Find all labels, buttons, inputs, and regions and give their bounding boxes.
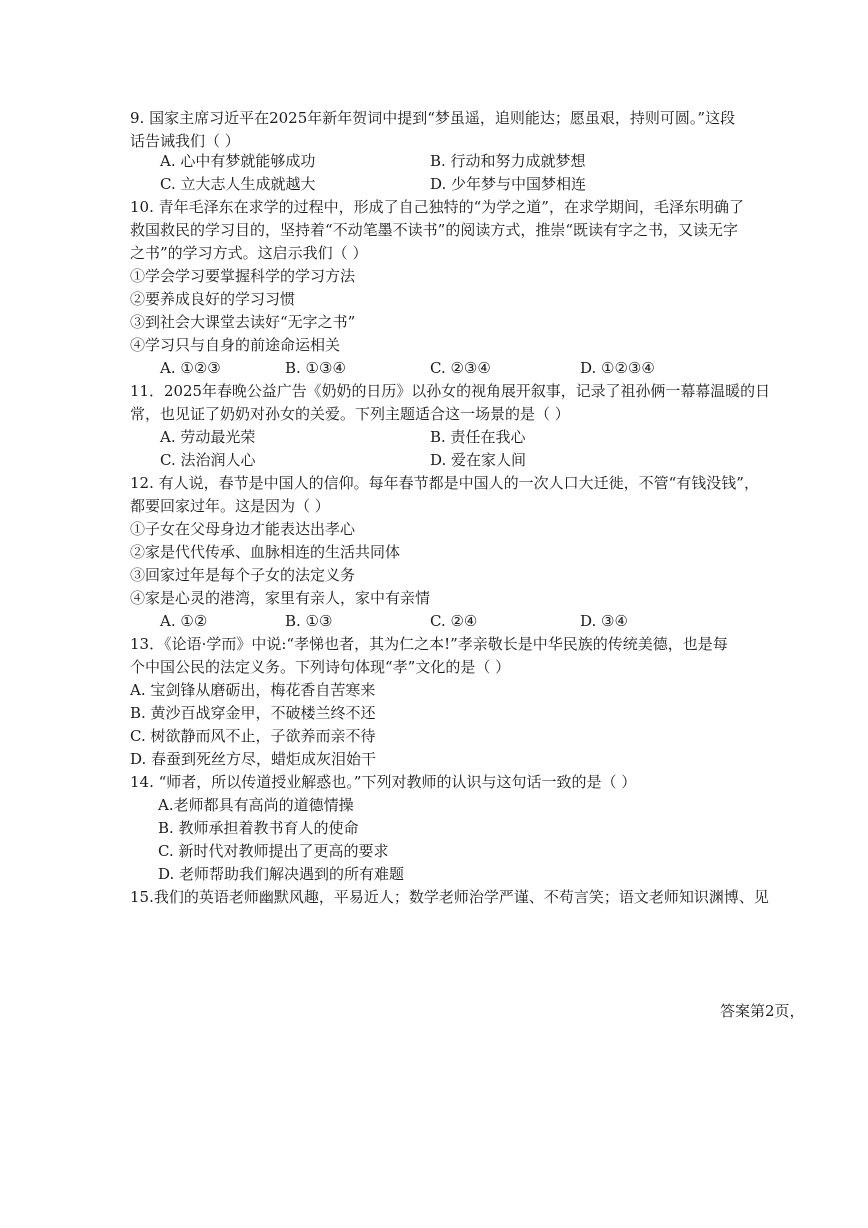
q14-option-b: B. 教师承担着教书育人的使命 — [158, 819, 359, 837]
q14-option-c: C. 新时代对教师提出了更高的要求 — [158, 842, 389, 860]
q9-option-c: C. 立大志人生成就越大 — [160, 175, 316, 193]
page-number-footer: 答案第2页， — [720, 1002, 805, 1020]
q10-option-c: C. ②③④ — [430, 359, 491, 377]
q12-option-d: D. ③④ — [580, 612, 628, 630]
q11-stem-line2: 常，也见证了奶奶对孙女的关爱。下列主题适合这一场景的是（ ） — [130, 405, 570, 423]
q9-stem-line2: 话告诫我们（ ） — [130, 132, 240, 150]
q12-item-2: ②家是代代传承、血脉相连的生活共同体 — [130, 543, 401, 561]
q12-option-b: B. ①③ — [285, 612, 333, 630]
q9-stem-line1: 9. 国家主席习近平在2025年新年贺词中提到“梦虽遥，追则能达；愿虽艰，持则可圆。”这段 — [130, 109, 736, 127]
q13-stem-line2: 个中国公民的法定义务。下列诗句体现“孝”文化的是（ ） — [130, 658, 511, 676]
q13-option-d: D. 春蚕到死丝方尽，蜡炬成灰泪始干 — [130, 750, 377, 768]
q12-stem-line2: 都要回家过年。这是因为（ ） — [130, 497, 330, 515]
q11-option-b: B. 责任在我心 — [430, 428, 526, 446]
q13-option-a: A. 宝剑锋从磨砺出，梅花香自苦寒来 — [130, 681, 376, 699]
q13-option-b: B. 黄沙百战穿金甲，不破楼兰终不还 — [130, 704, 376, 722]
q12-option-c: C. ②④ — [430, 612, 478, 630]
q10-item-2: ②要养成良好的学习习惯 — [130, 290, 296, 308]
q13-option-c: C. 树欲静而风不止，子欲养而亲不待 — [130, 727, 376, 745]
q14-option-a: A.老师都具有高尚的道德情操 — [158, 796, 354, 814]
q11-option-a: A. 劳动最光荣 — [160, 428, 256, 446]
q10-stem-line1: 10. 青年毛泽东在求学的过程中，形成了自己独特的“为学之道”，在求学期间，毛泽东明确了 — [130, 198, 744, 216]
q9-option-b: B. 行动和努力成就梦想 — [430, 152, 586, 170]
q10-item-4: ④学习只与自身的前途命运相关 — [130, 336, 341, 354]
q10-stem-line3: 之书”的学习方式。这启示我们（ ） — [130, 244, 368, 262]
q14-option-d: D. 老师帮助我们解决遇到的所有难题 — [158, 865, 405, 883]
q11-option-d: D. 爱在家人间 — [430, 451, 527, 469]
q10-option-a: A. ①②③ — [160, 359, 221, 377]
q11-stem-line1: 11．2025年春晚公益广告《奶奶的日历》以孙女的视角展开叙事，记录了祖孙俩一幕幕温暖的日 — [130, 382, 771, 400]
q11-option-c: C. 法治润人心 — [160, 451, 256, 469]
q15-stem-line1: 15.我们的英语老师幽默风趣，平易近人；数学老师治学严谨、不苟言笑；语文老师知识渊博、见 — [130, 888, 769, 906]
q12-item-4: ④家是心灵的港湾，家里有亲人，家中有亲情 — [130, 589, 431, 607]
q10-item-1: ①学会学习要掌握科学的学习方法 — [130, 267, 356, 285]
q9-option-d: D. 少年梦与中国梦相连 — [430, 175, 587, 193]
q9-option-a: A. 心中有梦就能够成功 — [160, 152, 316, 170]
q10-stem-line2: 救国救民的学习目的，坚持着“不动笔墨不读书”的阅读方式，推崇“既读有字之书，又读无字 — [130, 221, 739, 239]
q12-item-1: ①子女在父母身边才能表达出孝心 — [130, 520, 356, 538]
q14-stem-line1: 14. “师者，所以传道授业解惑也。”下列对教师的认识与这句话一致的是（ ） — [130, 773, 637, 791]
q12-stem-line1: 12. 有人说，春节是中国人的信仰。每年春节都是中国人的一次人口大迁徙，不管“有钱没钱”， — [130, 474, 759, 492]
q10-option-b: B. ①③④ — [285, 359, 346, 377]
q10-option-d: D. ①②③④ — [580, 359, 655, 377]
q13-stem-line1: 13．《论语·学而》中说:“孝悌也者，其为仁之本!”孝亲敬长是中华民族的传统美德，也是每 — [130, 635, 728, 653]
q12-option-a: A. ①② — [160, 612, 208, 630]
q10-item-3: ③到社会大课堂去读好“无字之书” — [130, 313, 356, 331]
q12-item-3: ③回家过年是每个子女的法定义务 — [130, 566, 356, 584]
